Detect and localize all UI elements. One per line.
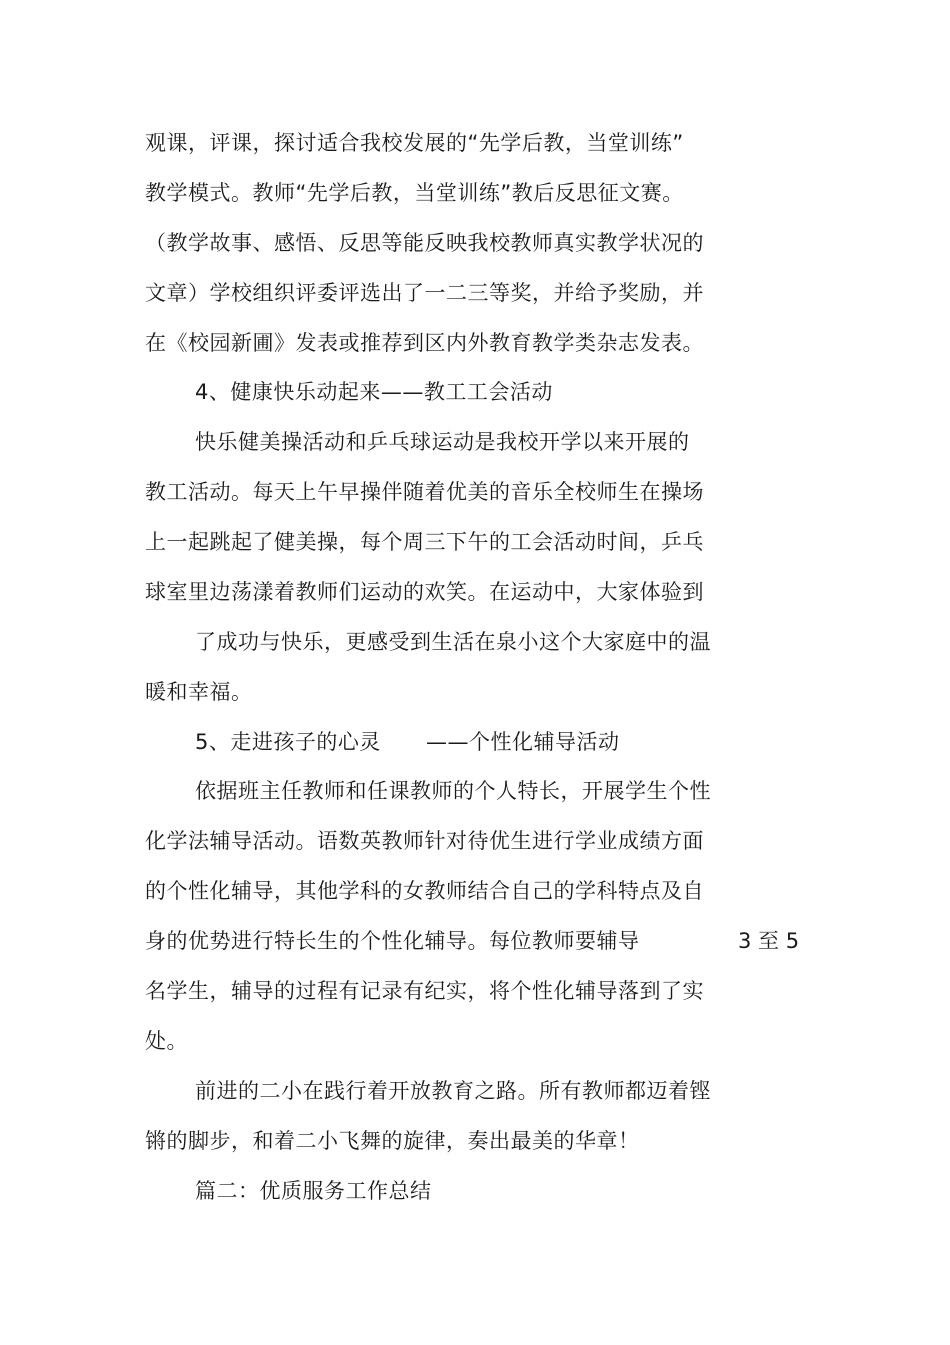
section4-heading: 4、健康快乐动起来——教工工会活动 <box>195 380 553 404</box>
paragraph1-line-1: 观课，评课，探讨适合我校发展的“先学后教，当堂训练” <box>145 131 684 155</box>
section5-line-6: 处。 <box>145 1029 188 1053</box>
section5-line-5: 名学生，辅导的过程有记录有纪实，将个性化辅导落到了实 <box>145 979 704 1003</box>
paragraph1-line-4: 文章）学校组织评委评选出了一二三等奖，并给予奖励，并 <box>145 281 704 305</box>
section4-line-5: 了成功与快乐，更感受到生活在泉小这个大家庭中的温 <box>195 630 711 654</box>
paragraph1-line-5: 在《校园新圃》发表或推荐到区内外教育教学类杂志发表。 <box>145 331 704 355</box>
section5-heading-left: 5、走进孩子的心灵 <box>195 730 381 754</box>
closing-line-1: 前进的二小在践行着开放教育之路。所有教师都迈着铿 <box>195 1079 711 1103</box>
section4-line-1: 快乐健美操活动和乒乓球运动是我校开学以来开展的 <box>195 430 690 454</box>
section4-line-4: 球室里边荡漾着教师们运动的欢笑。在运动中，大家体验到 <box>145 580 704 604</box>
closing-line-2: 锵的脚步，和着二小飞舞的旋律，奏出最美的华章！ <box>145 1129 640 1153</box>
section5-line-1: 依据班主任教师和任课教师的个人特长，开展学生个性 <box>195 779 711 803</box>
section4-line-6: 暖和幸福。 <box>145 680 253 704</box>
section5-line-4: 身的优势进行特长生的个性化辅导。每位教师要辅导 <box>145 929 640 953</box>
part2-heading: 篇二：优质服务工作总结 <box>195 1179 432 1203</box>
section4-line-3: 上一起跳起了健美操，每个周三下午的工会活动时间，乒乓 <box>145 530 704 554</box>
section4-line-2: 教工活动。每天上午早操伴随着优美的音乐全校师生在操场 <box>145 480 704 504</box>
paragraph1-line-3: （教学故事、感悟、反思等能反映我校教师真实教学状况的 <box>145 231 704 255</box>
paragraph1-line-2: 教学模式。教师“先学后教，当堂训练”教后反思征文赛。 <box>145 181 684 205</box>
section5-line-3: 的个性化辅导，其他学科的女教师结合自己的学科特点及自 <box>145 879 704 903</box>
section5-heading-right: ——个性化辅导活动 <box>426 730 620 754</box>
section5-count: 3 至 5 <box>738 929 800 953</box>
section5-line-2: 化学法辅导活动。语数英教师针对待优生进行学业成绩方面 <box>145 829 704 853</box>
